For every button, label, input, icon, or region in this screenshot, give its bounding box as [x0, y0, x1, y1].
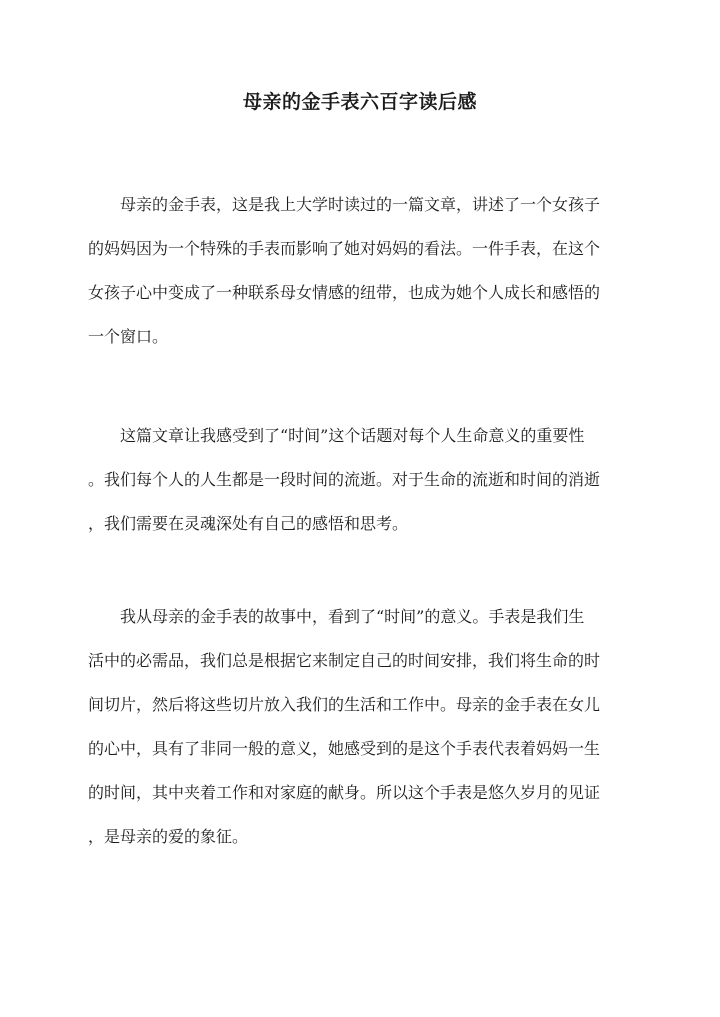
- paragraph-line: 女孩子心中变成了一种联系母女情感的纽带，也成为她个人成长和感悟的: [88, 283, 601, 302]
- paragraph-line: 的心中，具有了非同一般的意义，她感受到的是这个手表代表着妈妈一生: [88, 739, 601, 758]
- paragraph-line: ，我们需要在灵魂深处有自己的感悟和思考。: [88, 514, 409, 533]
- paragraph-3: [88, 595, 636, 859]
- paragraph-line: 间切片，然后将这些切片放入我们的生活和工作中。母亲的金手表在女儿: [88, 695, 601, 714]
- document-title: 母亲的金手表六百字读后感: [242, 91, 477, 113]
- paragraph-line: 母亲的金手表，这是我上大学时读过的一篇文章，讲述了一个女孩子: [120, 195, 601, 214]
- paragraph-line: 的妈妈因为一个特殊的手表而影响了她对妈妈的看法。一件手表，在这个: [88, 239, 601, 258]
- paragraph-line: 活中的必需品，我们总是根据它来制定自己的时间安排，我们将生命的时: [88, 651, 601, 670]
- paragraph-line: 的时间，其中夹着工作和对家庭的献身。所以这个手表是悠久岁月的见证: [88, 783, 601, 802]
- paragraph-2: [88, 414, 636, 546]
- paragraph-line: 这篇文章让我感受到了“时间”这个话题对每个人生命意义的重要性: [120, 426, 585, 445]
- paragraph-line: 我从母亲的金手表的故事中，看到了“时间”的意义。手表是我们生: [120, 607, 585, 626]
- paragraph-line: 一个窗口。: [88, 327, 169, 346]
- paragraph-line: 。我们每个人的人生都是一段时间的流逝。对于生命的流逝和时间的消逝: [88, 470, 601, 489]
- paragraph-1: [88, 183, 636, 359]
- paragraph-line: ，是母亲的爱的象征。: [88, 827, 249, 846]
